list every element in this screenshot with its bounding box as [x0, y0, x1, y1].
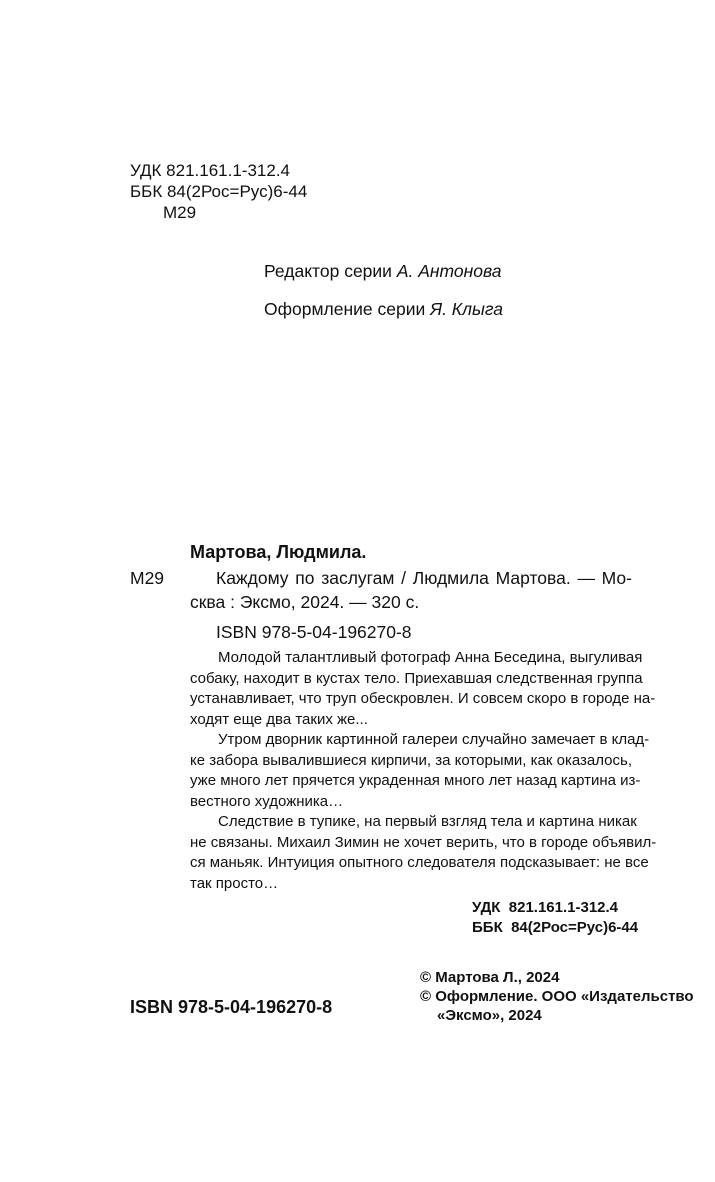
series-editor-label: Редактор серии: [264, 261, 392, 281]
annotation-line: ся маньяк. Интуиция опытного следователя подсказывает: не все: [190, 854, 649, 871]
footer-udk-label: УДК: [472, 899, 501, 916]
annotation-line: Следствие в тупике, на первый взгляд тела и картина никак: [218, 813, 637, 830]
annotation-line: собаку, находит в кустах тело. Приехавшая следственная группа: [190, 669, 643, 687]
author-mark: М29: [163, 203, 197, 222]
annotation-line: Утром дворник картинной галереи случайно замечает в клад-: [218, 731, 650, 748]
record-isbn: ISBN 978-5-04-196270-8: [216, 622, 412, 642]
annotation: [190, 648, 657, 894]
footer-bbk: [472, 918, 638, 937]
annotation-line: ке забора вывалившиеся кирпичи, за которыми, как оказалось,: [190, 751, 632, 769]
annotation-line: так просто…: [190, 874, 279, 892]
footer-udk-value: 821.161.1-312.4: [508, 899, 619, 916]
series-design-credit: [264, 298, 503, 320]
udk-code: УДК 821.161.1-312.4: [130, 161, 291, 180]
series-editor-name: А. Антонова: [396, 261, 502, 281]
annotation-line: не связаны. Михаил Зимин не хочет верить, что в городе объявил-: [190, 833, 657, 851]
annotation-line: Молодой талантливый фотограф Анна Бесединa, выгуливая: [218, 649, 643, 666]
annotation-line: уже много лет прячется украденная много лет назад картина из-: [190, 772, 641, 789]
footer-bbk-label: ББК: [472, 919, 503, 936]
bbk-code: ББК 84(2Рос=Рус)6-44: [130, 182, 308, 201]
series-editor-credit: [264, 260, 502, 282]
copyright-publisher: «Эксмо», 2024: [437, 1007, 542, 1024]
series-design-name: Я. Клыга: [430, 299, 504, 319]
record-title-line-1: [216, 566, 632, 590]
footer-udk: [472, 898, 618, 917]
series-design-label: Оформление серии: [264, 299, 426, 319]
copyright-author: © Мартова Л., 2024: [420, 969, 560, 986]
isbn-bottom: ISBN 978-5-04-196270-8: [130, 997, 333, 1017]
annotation-line: вестного художника…: [190, 792, 344, 810]
record-title-line-2: сква : Эксмо, 2024. — 320 с.: [190, 592, 420, 612]
copyright-design: © Оформление. ООО «Издательство: [420, 988, 694, 1005]
annotation-line: устанавливает, что труп обескровлен. И совсем скоро в городе на-: [190, 690, 656, 707]
record-title-text-1: Каждому по заслугам / Людмила Мартова. — Мо-: [216, 568, 632, 588]
record-mark: М29: [130, 568, 165, 588]
record-author: Мартова, Людмила.: [190, 542, 367, 562]
annotation-line: ходят еще два таких же...: [190, 710, 368, 728]
footer-bbk-value: 84(2Рос=Рус)6-44: [511, 919, 639, 936]
